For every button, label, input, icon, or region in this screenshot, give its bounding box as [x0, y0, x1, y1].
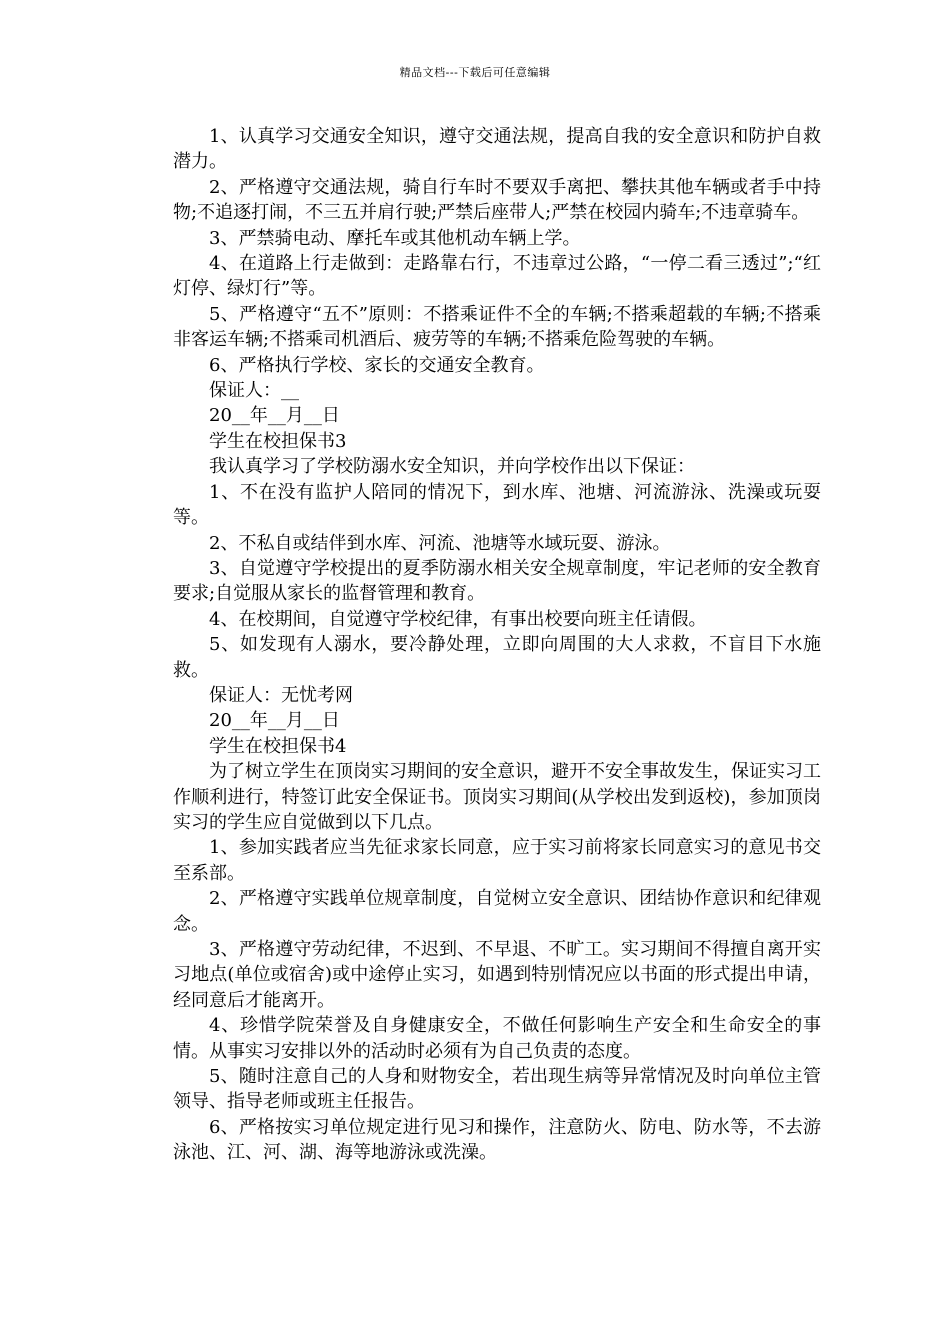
paragraph-internship-4: 4、珍惜学院荣誉及自身健康安全，不做任何影响生产安全和生命安全的事情。从事实习安排以外的活动时必须有为自己负责的态度。: [173, 1015, 821, 1062]
paragraph-water-2: 2、不私自或结伴到水库、河流、池塘等水域玩耍、游泳。: [209, 532, 671, 554]
paragraph-water-4: 4、在校期间，自觉遵守学校纪律，有事出校要向班主任请假。: [209, 608, 707, 630]
date-line: 20__年__月__日: [209, 405, 340, 427]
guarantor-line: 保证人：__: [209, 380, 299, 402]
paragraph-traffic-5: 5、严格遵守“五不”原则：不搭乘证件不全的车辆;不搭乘超载的车辆;不搭乘非客运车辆;不搭乘司机酒后、疲劳等的车辆;不搭乘危险驾驶的车辆。: [173, 303, 821, 351]
paragraph-water-3: 3、自觉遵守学校提出的夏季防溺水相关安全规章制度，牢记老师的安全教育要求;自觉服从家长的监督管理和教育。: [173, 557, 821, 605]
section-title-3: 学生在校担保书3: [209, 430, 347, 452]
paragraph-water-1: 1、不在没有监护人陪同的情况下，到水库、池塘、河流游泳、洗澡或玩耍等。: [173, 481, 821, 529]
paragraph-traffic-1: 1、认真学习交通安全知识，遵守交通法规，提高自我的安全意识和防护自救潜力。: [173, 126, 821, 173]
document-body: [173, 124, 821, 1166]
section-title-4: 学生在校担保书4: [209, 735, 347, 757]
paragraph-traffic-3: 3、严禁骑电动、摩托车或其他机动车辆上学。: [209, 227, 581, 249]
paragraph-water-5: 5、如发现有人溺水，要冷静处理，立即向周围的大人求救，不盲目下水施救。: [173, 634, 821, 681]
paragraph-internship-2: 2、严格遵守实践单位规章制度，自觉树立安全意识、团结协作意识和纪律观念。: [173, 888, 821, 935]
paragraph-intro-4: 为了树立学生在顶岗实习期间的安全意识，避开不安全事故发生，保证实习工作顺利进行，特签订此安全保证书。顶岗实习期间(从学校出发到返校)，参加顶岗实习的学生应自觉做到以下几点。: [173, 761, 821, 833]
paragraph-internship-3: 3、严格遵守劳动纪律，不迟到、不早退、不旷工。实习期间不得擅自离开实习地点(单位或宿舍)或中途停止实习，如遇到特别情况应以书面的形式提出申请，经同意后才能离开。: [173, 939, 821, 1011]
paragraph-intro-3: 我认真学习了学校防溺水安全知识，并向学校作出以下保证：: [209, 456, 695, 478]
paragraph-traffic-6: 6、严格执行学校、家长的交通安全教育。: [209, 354, 545, 376]
page-header: 精品文档---下载后可任意编辑: [399, 66, 551, 79]
paragraph-traffic-2: 2、严格遵守交通法规，骑自行车时不要双手离把、攀扶其他车辆或者手中持物;不追逐打闹，不三五并肩行驶;严禁后座带人;严禁在校园内骑车;不违章骑车。: [173, 176, 821, 224]
guarantor-line: 保证人：无忧考网: [209, 684, 353, 706]
paragraph-internship-6: 6、严格按实习单位规定进行见习和操作，注意防火、防电、防水等，不去游泳池、江、河、湖、海等地游泳或洗澡。: [173, 1116, 821, 1164]
date-line: 20__年__月__日: [209, 710, 340, 732]
paragraph-internship-5: 5、随时注意自己的人身和财物安全，若出现生病等异常情况及时向单位主管领导、指导老师或班主任报告。: [173, 1066, 821, 1113]
paragraph-traffic-4: 4、在道路上行走做到：走路靠右行，不违章过公路，“一停二看三透过”;“红灯停、绿灯行”等。: [173, 253, 821, 300]
paragraph-internship-1: 1、参加实践者应当先征求家长同意，应于实习前将家长同意实习的意见书交至系部。: [173, 837, 821, 884]
